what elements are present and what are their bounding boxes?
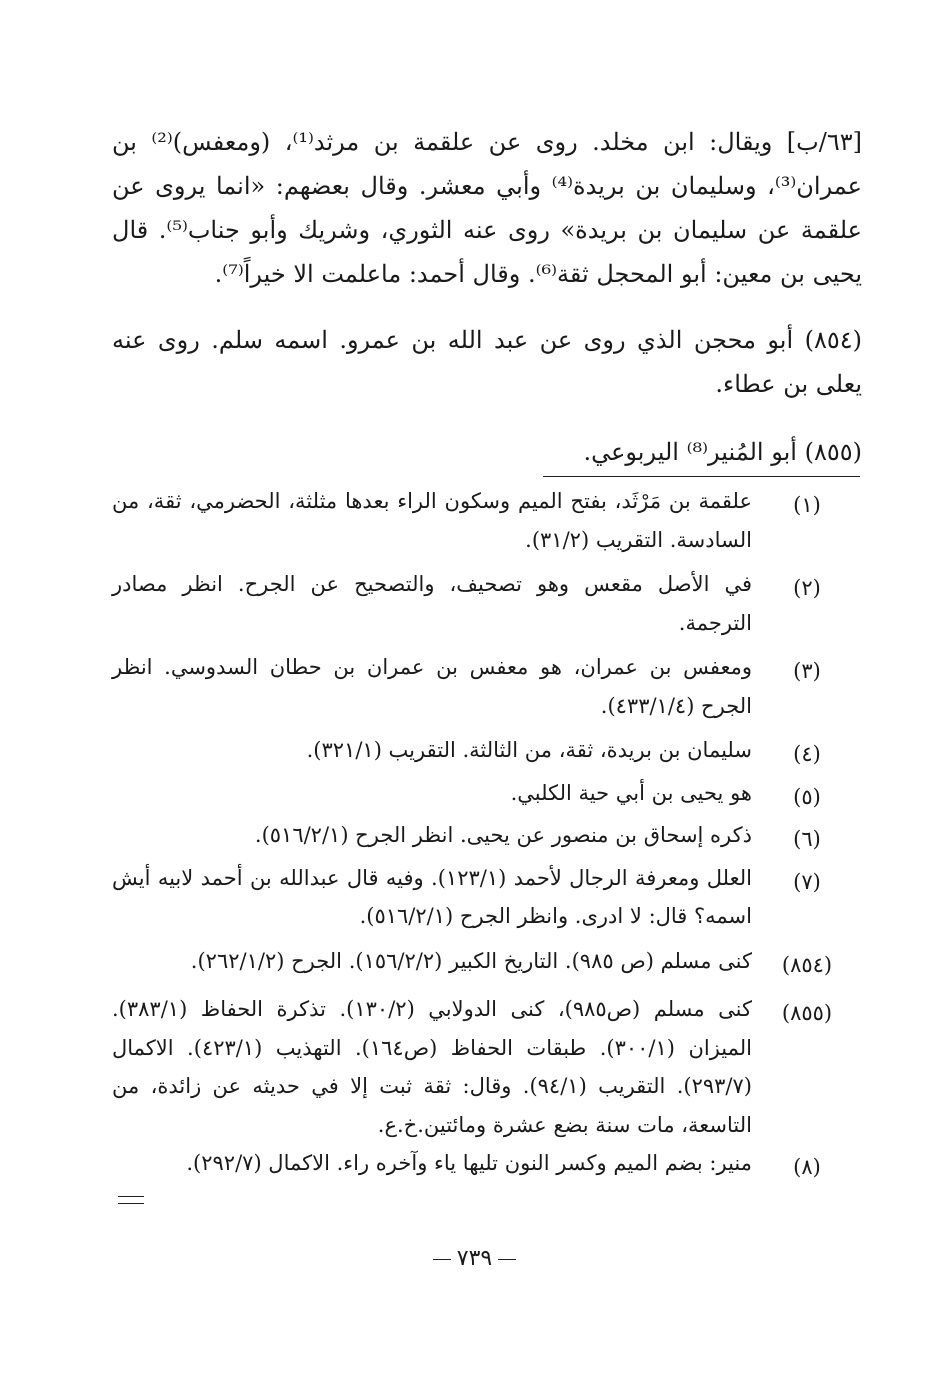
footnote-item xyxy=(112,648,862,725)
footnote-text: كنى مسلم (ص ٩٨٥). التاريخ الكبير (١٥٦/٢/٢). الجرح (٢٦٢/١/٢). xyxy=(190,948,752,973)
footnote-text: كنى مسلم (ص٩٨٥)، كنى الدولابي (١٣٠/٢). تذكرة الحفاظ (٣٨٣/١). الميزان (٣٠٠/١). طبقات الحفاظ (ص١٦٤). التهذيب (٤٢٣/١). الاكمال (٢٩٣/٧). التقريب (٩٤/١). وقال: ثقة ثبت إلا في حديثه عن زائدة، من التاسعة، مات سنة بضع عشرة ومائتين.خ.ع. xyxy=(112,997,753,1137)
footnote-text: علقمة بن مَرْثَد، بفتح الميم وسكون الراء بعدها مثلثة، الحضرمي، ثقة، من السادسة. التقريب (٣١/٢). xyxy=(112,489,752,552)
footnote-text: سليمان بن بريدة، ثقة، من الثالثة. التقريب (٣٢١/١). xyxy=(306,738,752,762)
footnote-number: (٧) xyxy=(793,869,821,894)
footnote-number: (٢) xyxy=(793,576,821,600)
footnote-number: (١) xyxy=(793,493,821,517)
footnote-number: (٦) xyxy=(793,827,821,851)
main-paragraph-entry-853-continued: [٦٣/ب] ويقال: ابن مخلد. روى عن علقمة بن مرثد⁽¹⁾، (ومعفس)⁽²⁾ بن عمران⁽³⁾، وسليمان بن بريدة⁽⁴⁾ وأبي معشر. وقال بعضهم: «انما يروى عن علقمة عن سليمان بن بريدة» روى عنه الثوري، وشريك وأبو جناب⁽⁵⁾. قال يحيى بن معين: أبو المحجل ثقة⁽⁶⁾. وقال أحمد: ماعلمت الا خيراً⁽⁷⁾. xyxy=(112,128,862,288)
footnote-number: (٤) xyxy=(793,742,821,766)
footnote-item xyxy=(112,731,862,774)
footnote-text: ومعفس بن عمران، هو معفس بن عمران بن حطان السدوسي. انظر الجرح (٤٣٣/١/٤). xyxy=(112,655,752,718)
footnote-item xyxy=(112,942,862,985)
page-number-value: ٧٣٩ xyxy=(456,1246,493,1271)
footnote-text: هو يحيى بن أبي حية الكلبي. xyxy=(510,780,752,805)
footnote-text: ذكره إسحاق بن منصور عن يحيى. انظر الجرح (٥١٦/٢/١). xyxy=(254,823,752,847)
page-number-dash xyxy=(498,1259,516,1260)
footnote-item xyxy=(112,565,862,642)
footnote-number: (٨) xyxy=(793,1155,821,1179)
footnote-separator-line xyxy=(543,476,860,477)
footnote-item xyxy=(112,774,862,817)
footnote-text: العلل ومعرفة الرجال لأحمد (١٢٣/١). وفيه قال عبدالله بن أحمد لابيه أيش اسمه؟ قال: لا ادرى. وانظر الجرح (٥١٦/٢/١). xyxy=(112,865,752,928)
page-number-dash xyxy=(433,1259,451,1260)
footnote-item xyxy=(112,816,862,859)
footnote-number: (٥) xyxy=(793,784,821,809)
footnote-item xyxy=(112,990,862,1144)
main-paragraph-entry-854: (٨٥٤) أبو محجن الذي روى عن عبد الله بن عمرو. اسمه سلم. روى عنه يعلى بن عطاء. xyxy=(112,326,862,398)
page-number xyxy=(0,1246,949,1271)
footnote-number: (٨٥٥) xyxy=(781,1001,833,1025)
footnote-item xyxy=(112,859,862,936)
main-paragraph-entry-855: (٨٥٥) أبو المُنير⁽⁸⁾ اليربوعي. xyxy=(583,438,862,466)
footnote-number: (٨٥٤) xyxy=(781,952,833,977)
footnote-text: في الأصل مقعس وهو تصحيف، والتصحيح عن الجرح. انظر مصادر الترجمة. xyxy=(112,572,752,635)
footnotes-end-mark xyxy=(118,1196,144,1204)
footnote-text: منير: بضم الميم وكسر النون تليها ياء وآخره راء. الاكمال (٢٩٢/٧). xyxy=(186,1151,752,1175)
footnote-item xyxy=(112,1144,862,1187)
footnote-number: (٣) xyxy=(793,659,821,683)
footnotes-list xyxy=(112,482,862,1187)
footnote-item xyxy=(112,482,862,559)
